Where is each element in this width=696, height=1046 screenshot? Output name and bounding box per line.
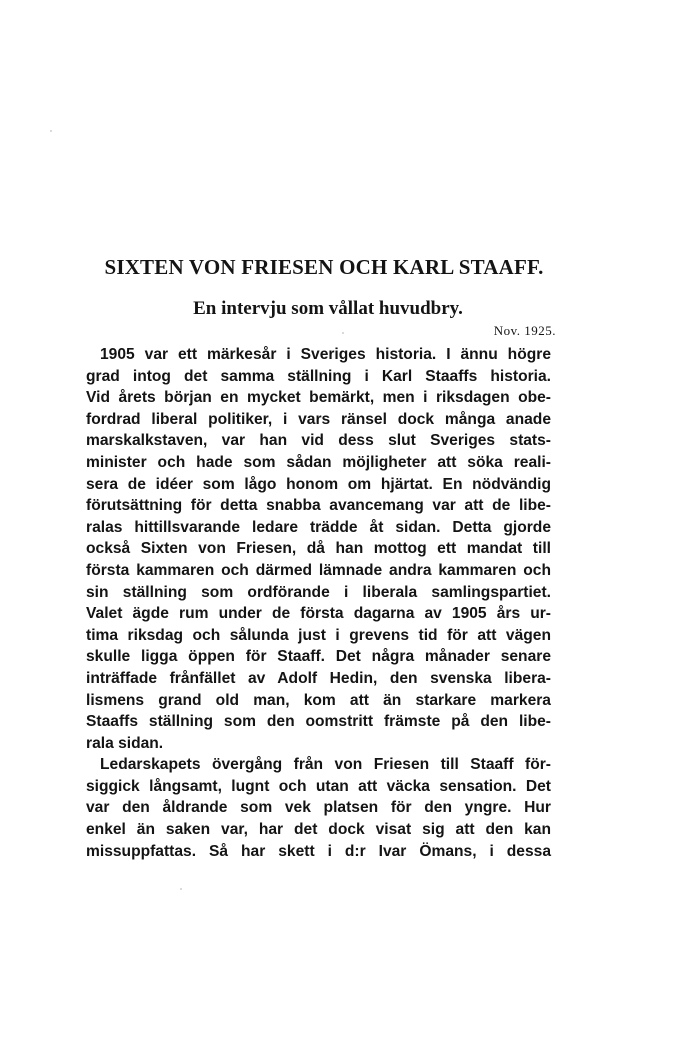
text-line: Staaffs ställning som den oomstritt främste på den libe- <box>86 713 551 731</box>
text-line: lismens grand old man, kom att än starkare markera <box>86 691 551 709</box>
text-line: första kammaren och därmed lämnade andra kammaren och <box>86 561 551 579</box>
chapter-title: SIXTEN VON FRIESEN OCH KARL STAAFF. <box>104 255 544 279</box>
text-line: enkel än saken var, har det dock visat sig att den kan <box>86 821 551 839</box>
text-line: 1905 var ett märkesår i Sveriges historia. I ännu högre <box>100 346 551 363</box>
paper-speck <box>50 130 52 132</box>
text-line: sera de idéer som lågo honom om hjärtat. En nödvändig <box>86 475 551 493</box>
text-line: var den åldrande som vek platsen för den yngre. Hur <box>86 799 551 817</box>
text-line: missuppfattas. Så har skett i d:r Ivar Ömans, i dessa <box>86 842 551 860</box>
text-line: siggick långsamt, lugnt och utan att väcka sensation. Det <box>86 777 551 795</box>
text-line: marskalkstaven, var han vid dess slut Sveriges stats- <box>86 432 551 450</box>
text-line: ralas hittillsvarande ledare trädde åt sidan. Detta gjorde <box>86 518 551 536</box>
text-line: förutsättning för detta snabba avancemang var att de libe- <box>86 497 551 515</box>
text-line: sin ställning som ordförande i liberala samlingspartiet. <box>86 583 551 601</box>
text-line: minister och hade som sådan möjligheter att söka reali- <box>86 453 551 471</box>
paper-speck <box>180 888 182 890</box>
text-line: fordrad liberal politiker, i vars ränsel dock många anade <box>86 410 551 428</box>
chapter-subtitle: En intervju som vållat huvudbry. <box>193 298 463 319</box>
text-line: tima riksdag och sålunda just i grevens tid för att vägen <box>86 626 551 644</box>
text-line: också Sixten von Friesen, då han mottog ett mandat till <box>86 540 551 558</box>
text-line: Ledarskapets övergång från von Friesen till Staaff för- <box>100 756 551 774</box>
body-text <box>86 344 551 862</box>
text-line: grad intog det samma ställning i Karl Staaffs historia. <box>86 367 551 385</box>
text-line: rala sidan. <box>86 734 164 752</box>
text-line: skulle ligga öppen för Staaff. Det några månader senare <box>86 648 551 666</box>
chapter-date: Nov. 1925. <box>493 323 556 338</box>
text-line: inträffade frånfället av Adolf Hedin, den svenska libera- <box>86 669 551 687</box>
text-line: Valet ägde rum under de första dagarna av 1905 års ur- <box>86 605 551 623</box>
text-line: Vid årets början en mycket bemärkt, men i riksdagen obe- <box>86 389 551 407</box>
paper-speck <box>342 332 344 334</box>
